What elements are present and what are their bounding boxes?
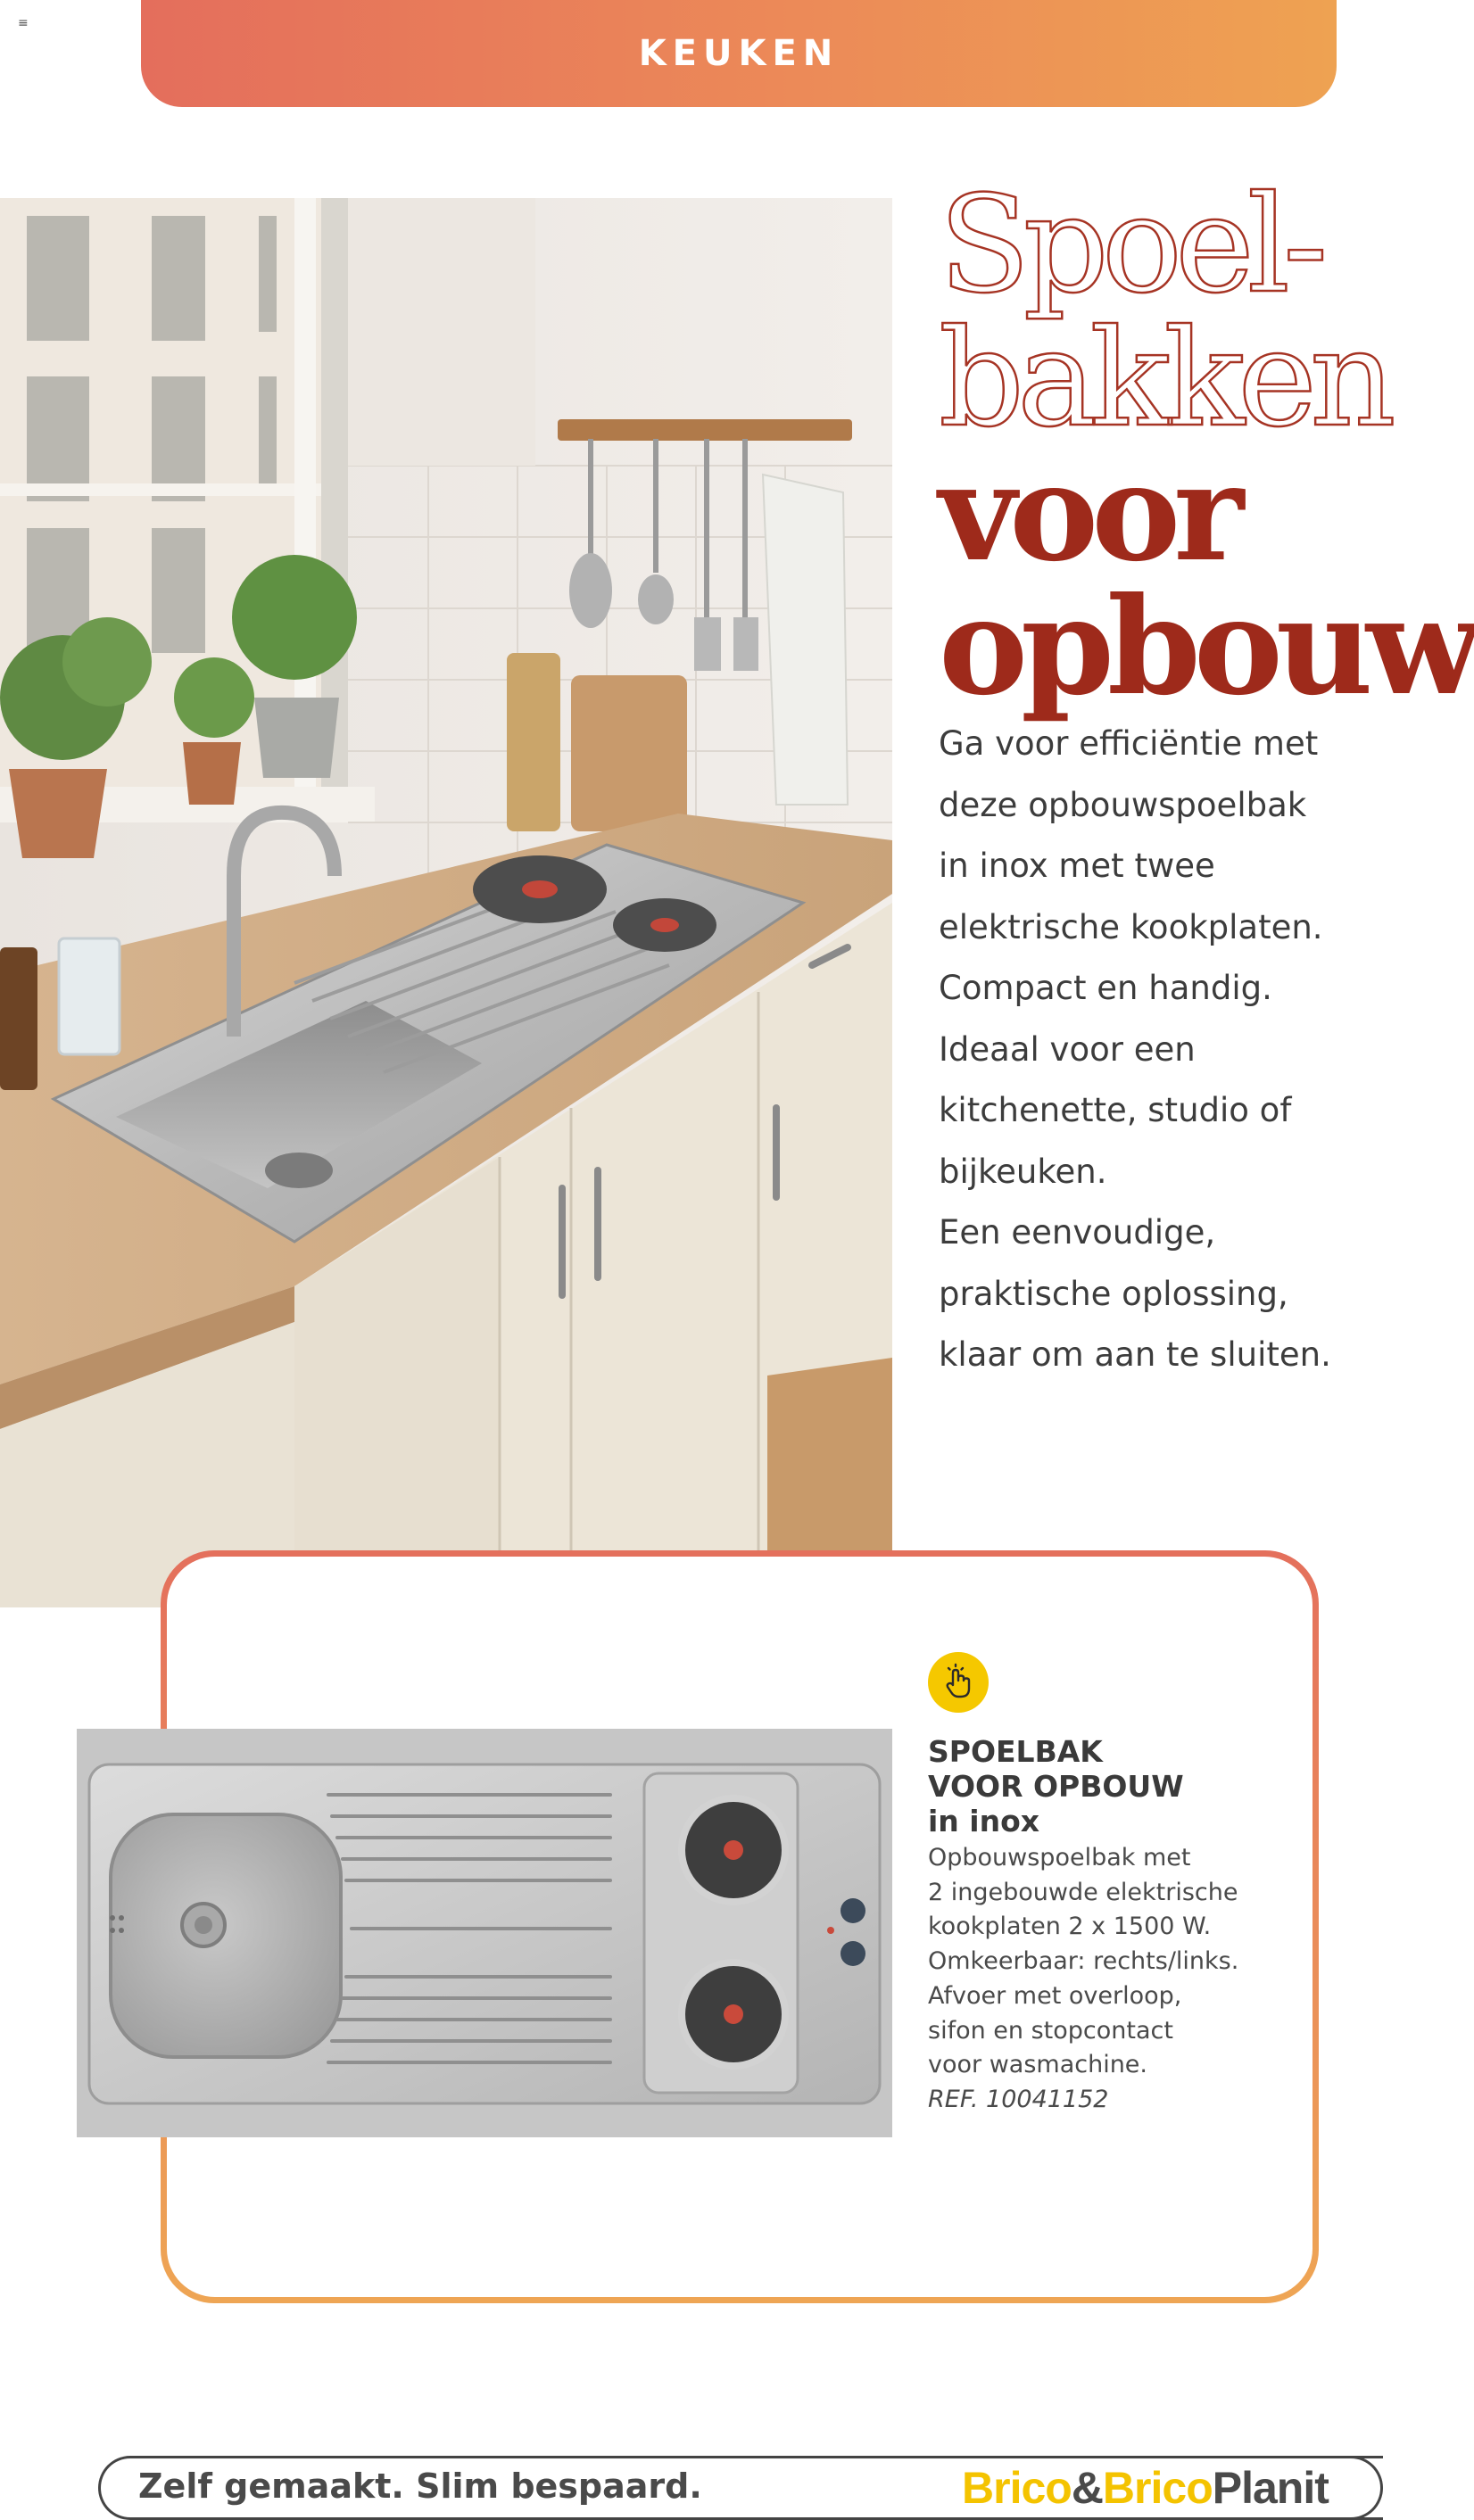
intro-line: Ideaal voor een	[939, 1029, 1196, 1069]
headline-outline-line-2: bakken	[939, 302, 1389, 457]
product-description-line: sifon en stopcontact	[928, 2016, 1173, 2045]
headline-solid-line-1: voor	[939, 434, 1238, 591]
headline-outline-line-1: Spoel-	[939, 168, 1321, 323]
section-title: KEUKEN	[638, 33, 840, 74]
pointing-hand-icon	[939, 1663, 978, 1702]
intro-line: Ga voor efficiëntie met	[939, 724, 1319, 763]
menu-icon[interactable]: ≡	[18, 16, 29, 30]
product-description-line: voor wasmachine.	[928, 2051, 1148, 2079]
intro-line: klaar om aan te sluiten.	[939, 1335, 1331, 1374]
product-title-line: SPOELBAK	[928, 1734, 1103, 1769]
intro-line: praktische oplossing,	[939, 1274, 1288, 1313]
product-description-line: 2 ingebouwde elektrische	[928, 1878, 1238, 1906]
product-title-line: in inox	[928, 1804, 1040, 1838]
logo-part-brico-2: Brico	[1102, 2463, 1213, 2513]
footer-slogan: Zelf gemaakt. Slim bespaard.	[138, 2466, 702, 2506]
product-description-line: Omkeerbaar: rechts/links.	[928, 1947, 1239, 1976]
intro-line: deze opbouwspoelbak	[939, 785, 1307, 824]
intro-line: in inox met twee	[939, 847, 1215, 885]
headline-solid-line-2: opbouw	[939, 568, 1474, 725]
click-badge[interactable]	[928, 1652, 989, 1713]
product-title-line: VOOR OPBOUW	[928, 1769, 1184, 1804]
product-description-line: Afvoer met overloop,	[928, 1981, 1182, 2010]
headline	[939, 168, 1474, 725]
product-photo	[77, 1729, 892, 2137]
logo-part-planit: Planit	[1212, 2463, 1329, 2513]
product-reference: REF. 10041152	[928, 2085, 1109, 2113]
intro-text	[939, 714, 1376, 1386]
intro-line: bijkeuken.	[939, 1152, 1107, 1191]
product-info	[928, 1734, 1338, 2118]
logo-ampersand: &	[1071, 2463, 1103, 2513]
logo-part-brico: Brico	[962, 2463, 1072, 2513]
product-description-line: Opbouwspoelbak met	[928, 1844, 1191, 1871]
intro-line: Compact en handig.	[939, 969, 1272, 1007]
brand-logo	[962, 2458, 1329, 2517]
intro-line: Een eenvoudige,	[939, 1213, 1216, 1252]
product-description	[928, 1841, 1338, 2083]
product-description-line: kookplaten 2 x 1500 W.	[928, 1913, 1212, 1941]
section-banner	[141, 0, 1337, 107]
intro-line: kitchenette, studio of	[939, 1091, 1292, 1129]
intro-line: elektrische kookplaten.	[939, 907, 1323, 946]
hero-kitchen-photo	[0, 198, 892, 1607]
product-title	[928, 1734, 1338, 1838]
